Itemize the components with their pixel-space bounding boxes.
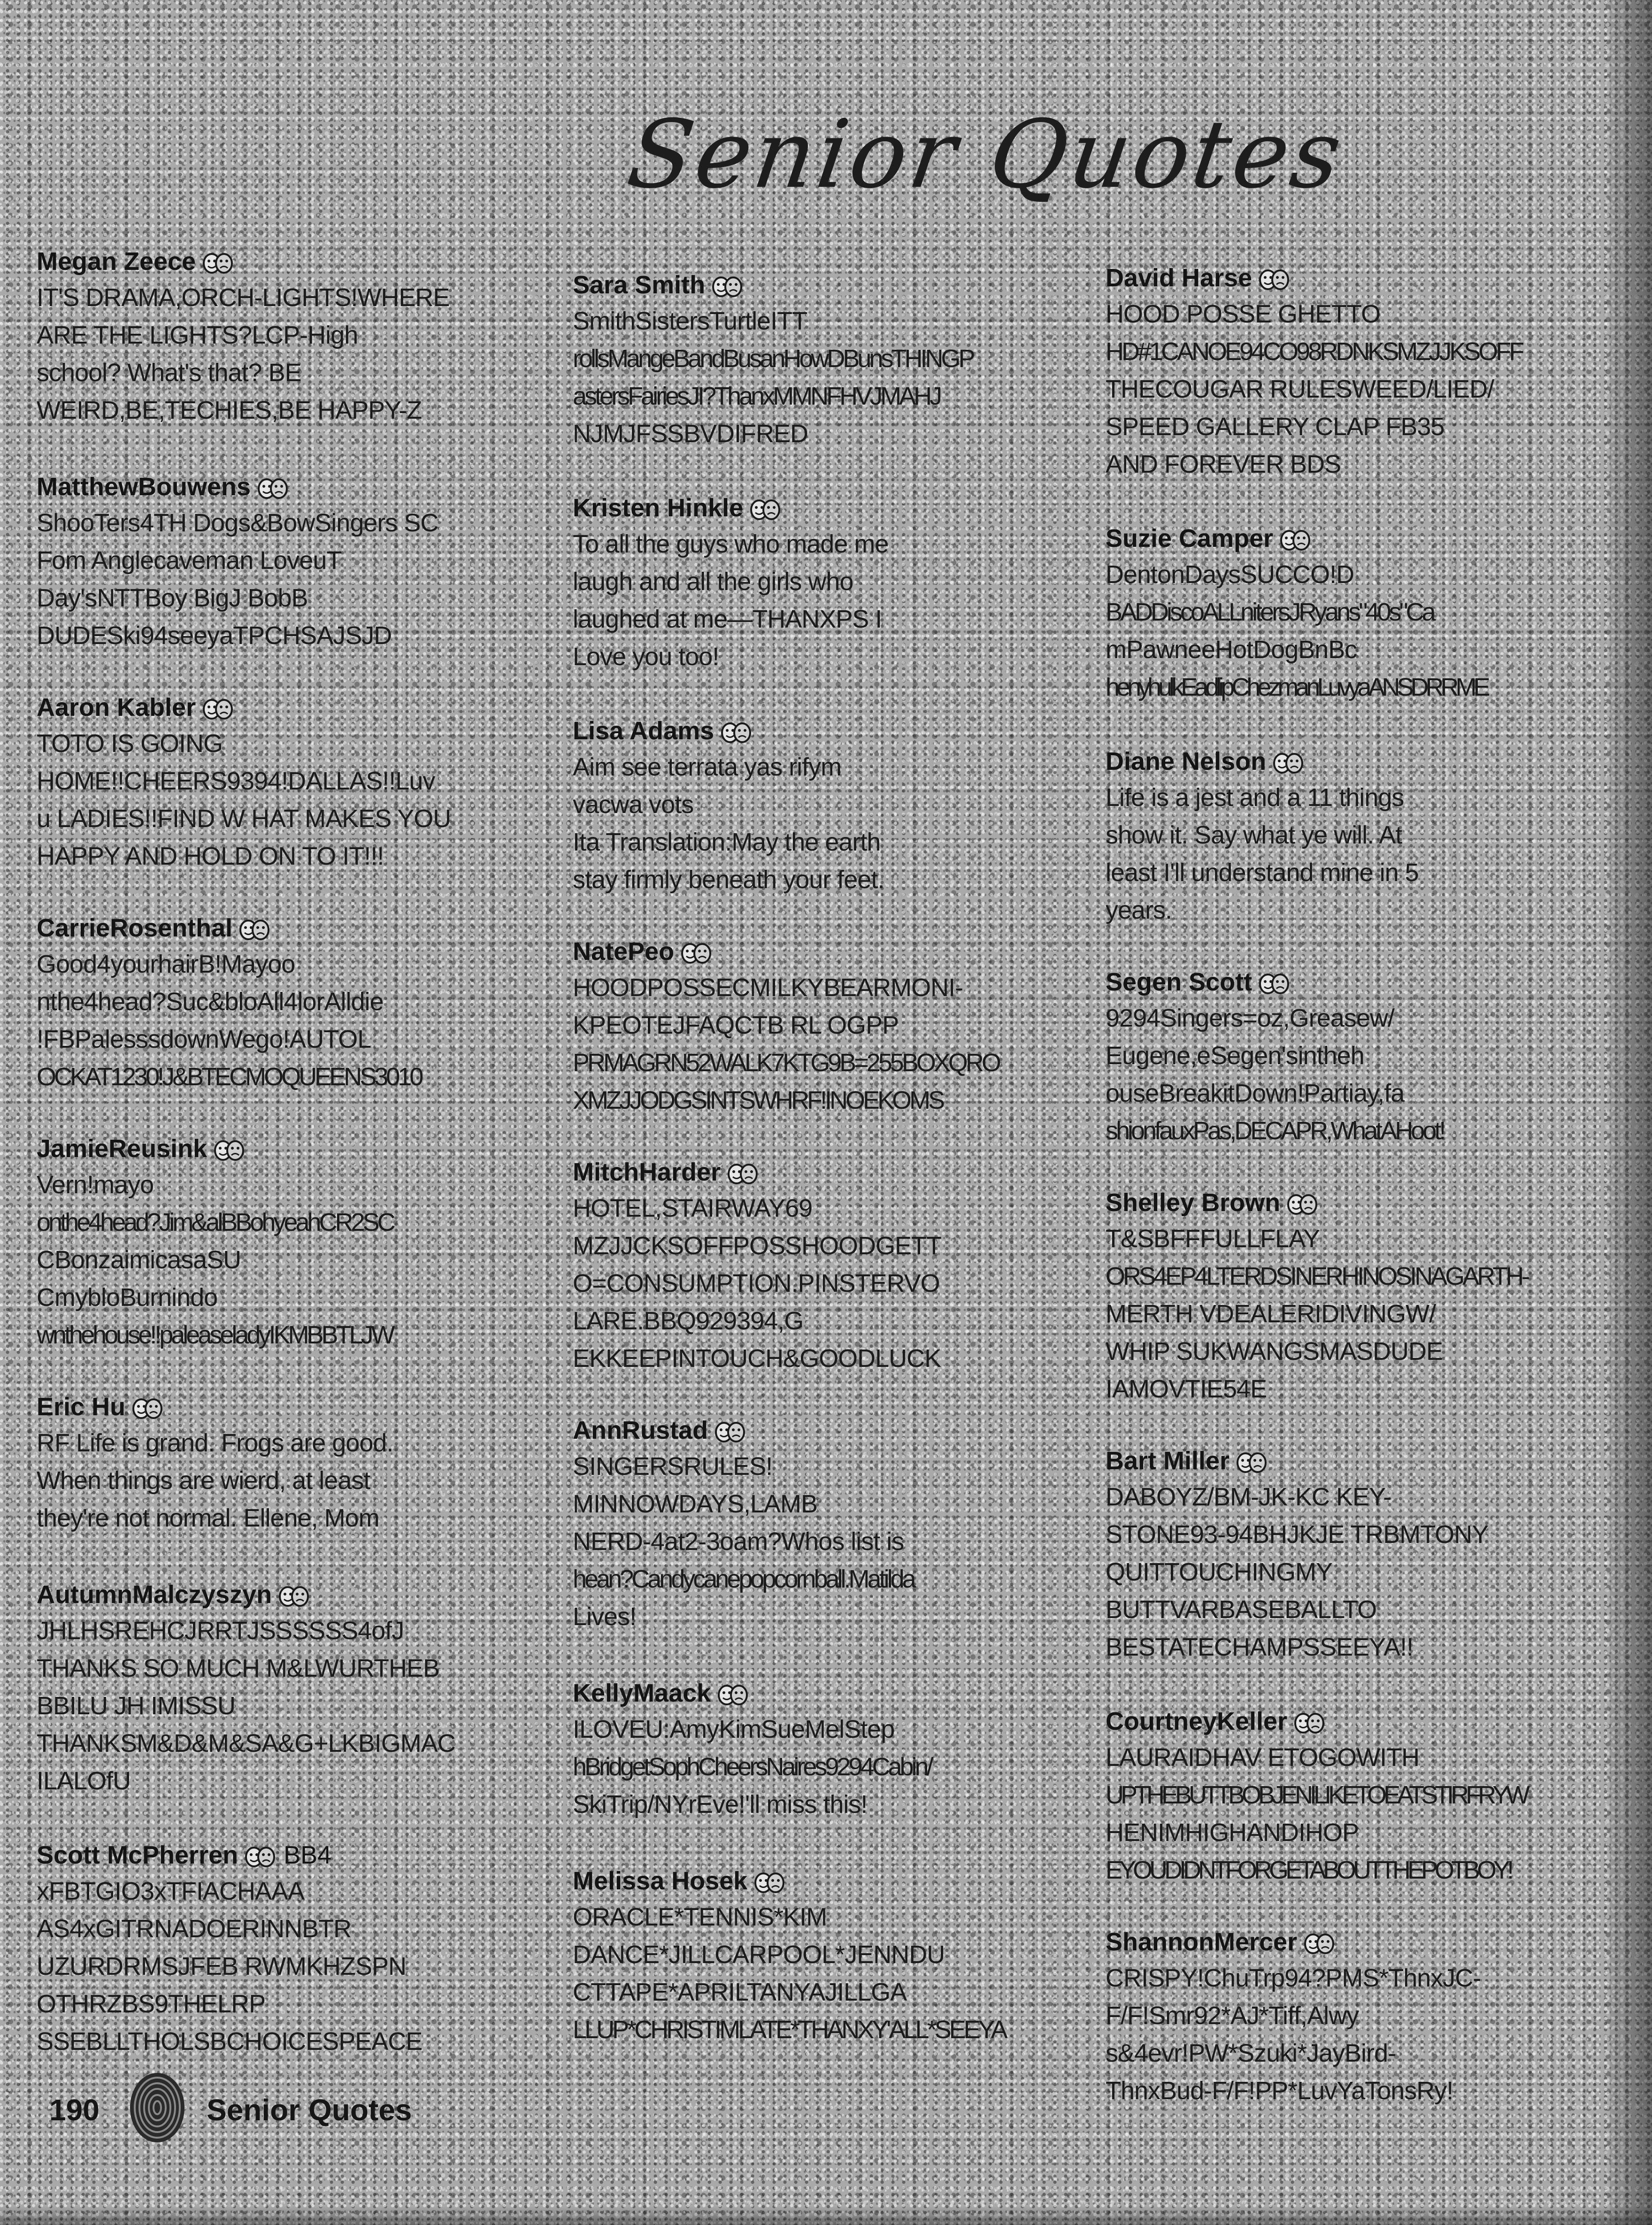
quote-carrie-rosenthal xyxy=(37,911,421,1096)
student-name: KellyMaack xyxy=(573,1676,931,1711)
quote-text-line: onthe4head?Jim&alBBohyeahCR2SC xyxy=(37,1208,393,1236)
mask-emblem-icon xyxy=(716,1684,749,1706)
quote-text-line: UPTHEBUTTBOBJENILIKETOEATSTIRFRYW xyxy=(1106,1781,1527,1809)
quote-text-line: AND FOREVER BDS xyxy=(1106,450,1341,478)
quote-text-line: !FBPalesssdownWego!AUTOL xyxy=(37,1025,371,1053)
student-name: MitchHarder xyxy=(573,1155,941,1189)
quote-text-line: BUTTVARBASEBALLTO xyxy=(1106,1596,1377,1624)
quote-text-line: HENIMHIGHANDIHOP xyxy=(1106,1818,1359,1847)
quote-david-harse xyxy=(1106,261,1522,483)
student-name: CourtneyKeller xyxy=(1106,1704,1527,1739)
quote-text-line: LLUP*CHRISTIMLATE*THANXY'ALL*SEEYA xyxy=(573,2016,1006,2044)
quote-text-line: school? What's that? BE xyxy=(37,359,301,387)
quote-text-line: DentonDaysSUCCO!D xyxy=(1106,560,1354,589)
quotes-column-1 xyxy=(37,0,558,2225)
quote-text-line: JHLHSREHCJRRTJSSSSSS4ofJ xyxy=(37,1617,404,1645)
quote-nate-peo xyxy=(573,934,999,1119)
quote-text-line: THANKS SO MUCH M&LWURTHEB xyxy=(37,1654,440,1682)
quote-text-line: Day'sNTTBoy BigJ BobB xyxy=(37,584,308,612)
quote-diane-nelson xyxy=(1106,744,1419,929)
mask-emblem-icon xyxy=(131,1397,164,1420)
quote-text-line: KPEOTEJFAQCTB RL OGPP xyxy=(573,1011,899,1039)
quote-text-line: years. xyxy=(1106,896,1172,924)
quote-text-line: Ita Translation:May the earth xyxy=(573,828,881,856)
quote-kristen-hinkle xyxy=(573,491,888,675)
quote-text-line: XMZJJODGSINTSWHRF!INOEKOMS xyxy=(573,1086,943,1114)
student-name: NatePeo xyxy=(573,934,999,969)
quote-text-line: SkiTrip/NYrEve!'ll miss this! xyxy=(573,1790,868,1818)
quote-text-line: CBonzaimicasaSU xyxy=(37,1246,241,1274)
mask-emblem-icon xyxy=(1235,1451,1268,1474)
quote-text-line: Vern!mayo xyxy=(37,1171,154,1199)
quote-text-line: OTHRZBS9THELRP xyxy=(37,1990,266,2018)
thumbprint-icon xyxy=(124,2070,190,2145)
quote-text-line: rollsMangeBandBusanHowDBunsTHINGP xyxy=(573,345,973,373)
quote-autumn-malczyszyn xyxy=(37,1577,455,1800)
student-name: Megan Zeece xyxy=(37,244,449,279)
mask-emblem-icon xyxy=(714,1421,746,1443)
student-name: Segen Scott xyxy=(1106,965,1444,999)
quote-text-line: WEIRD,BE,TECHIES,BE HAPPY-Z xyxy=(37,396,422,424)
quote-text-line: CTTAPE*APRILTANYAJILLGA xyxy=(573,1978,907,2006)
quote-text-line: mPawneeHotDogBnBc xyxy=(1106,636,1357,664)
quote-text-line: BESTATECHAMPSSEEYA!! xyxy=(1106,1633,1414,1661)
quote-courtney-keller xyxy=(1106,1704,1527,1889)
quote-text-line: DUDESki94seeyaTPCHSAJSJD xyxy=(37,621,392,650)
student-name: Kristen Hinkle xyxy=(573,491,888,525)
mask-emblem-icon xyxy=(726,1163,759,1185)
student-name: Sara Smith xyxy=(573,268,973,302)
student-name: Scott McPherren BB4 xyxy=(37,1841,332,1869)
student-name: MatthewBouwens xyxy=(37,469,438,504)
mask-emblem-icon xyxy=(720,721,753,744)
student-name: Lisa Adams xyxy=(573,714,884,748)
quote-text-line: HOME!!CHEERS9394!DALLAS!!Luv xyxy=(37,767,435,795)
mask-emblem-icon xyxy=(680,942,713,965)
mask-emblem-icon xyxy=(749,499,782,521)
mask-emblem-icon xyxy=(213,1139,246,1162)
quote-text-line: they're not normal. Ellene, Mom xyxy=(37,1504,379,1532)
quote-text-line: Eugene,eSegen'sintheh xyxy=(1106,1042,1364,1070)
quote-text-line: CRISPY!ChuTrp94?PMS*ThnxJC- xyxy=(1106,1964,1481,1992)
quote-text-line: TOTO IS GOING xyxy=(37,729,223,758)
quote-text-line: hBridgetSophCheersNaires9294Cabin/ xyxy=(573,1753,931,1781)
quote-bart-miller xyxy=(1106,1443,1488,1666)
quote-text-line: least I'll understand mine in 5 xyxy=(1106,859,1419,887)
student-name: Suzie Camper xyxy=(1106,521,1487,556)
quote-aaron-kabler xyxy=(37,690,451,875)
quote-text-line: NERD-4at2-3oam?Whos list is xyxy=(573,1527,904,1556)
mask-emblem-icon xyxy=(1293,1712,1326,1734)
quote-text-line: CmybloBurnindo xyxy=(37,1283,218,1312)
quote-text-line: astersFairiesJI?ThanxMMNFHVJMAHJ xyxy=(573,382,940,410)
quote-shannon-mercer xyxy=(1106,1925,1481,2110)
student-name: Eric Hu xyxy=(37,1389,393,1424)
quote-ann-rustad xyxy=(573,1413,914,1635)
quote-text-line: NJMJFSSBVDIFRED xyxy=(573,420,808,448)
student-name: AutumnMalczyszyn xyxy=(37,1577,455,1612)
quote-text-line: HAPPY AND HOLD ON TO IT!!! xyxy=(37,842,384,870)
quote-matthew-bouwens xyxy=(37,469,438,654)
student-name: Melissa Hosek xyxy=(573,1864,1006,1898)
mask-emblem-icon xyxy=(753,1872,786,1894)
quote-text-line: F/F!Smr92*AJ*Tiff,Alwy xyxy=(1106,2002,1359,2030)
quote-name-suffix: BB4 xyxy=(284,1841,332,1869)
quote-text-line: shionfauxPas,DECAPR,WhatAHoot! xyxy=(1106,1117,1444,1145)
mask-emblem-icon xyxy=(1272,752,1305,775)
student-name: ShannonMercer xyxy=(1106,1925,1481,1959)
quotes-column-3 xyxy=(1106,0,1613,2225)
mask-emblem-icon xyxy=(201,698,234,721)
mask-emblem-icon xyxy=(1258,269,1291,291)
quote-text-line: When things are wierd, at least xyxy=(37,1466,370,1495)
student-name: Aaron Kabler xyxy=(37,690,451,725)
mask-emblem-icon xyxy=(201,252,234,275)
quote-text-line: wnthehouse!!paleaseladyIKMBBTLJW xyxy=(37,1321,393,1349)
quote-text-line: DANCE*JILLCARPOOL*JENNDU xyxy=(573,1941,945,1969)
quote-scott-mcpherren xyxy=(37,1838,422,2060)
quote-text-line: HD#1CANOE94CO98RDNKSMZJJKSOFF xyxy=(1106,338,1522,366)
quote-text-line: EYOUDIDNTFORGETABOUTTHEPOTBOY! xyxy=(1106,1856,1511,1884)
quote-text-line: ORS4EP4LTERDSINERHINOSINAGARTH- xyxy=(1106,1262,1528,1290)
mask-emblem-icon xyxy=(1286,1193,1319,1216)
quote-text-line: ThnxBud-F/F!PP*LuvYaTonsRy! xyxy=(1106,2077,1453,2105)
quote-lisa-adams xyxy=(573,714,884,898)
quote-jamie-reusink xyxy=(37,1131,393,1354)
mask-emblem-icon xyxy=(277,1585,310,1608)
quote-text-line: IAMOVTIE54E xyxy=(1106,1375,1267,1403)
quote-text-line: Love you too! xyxy=(573,643,719,671)
quote-text-line: ShooTers4TH Dogs&BowSingers SC xyxy=(37,509,438,537)
quote-text-line: UZURDRMSJFEB RWMKHZSPN xyxy=(37,1952,406,1980)
student-name: Bart Miller xyxy=(1106,1443,1488,1478)
footer-section-label: Senior Quotes xyxy=(207,2093,412,2127)
quote-text-line: Aim see terrata yas rifym xyxy=(573,753,842,781)
quote-text-line: ILALOfU xyxy=(37,1767,131,1795)
quote-text-line: stay firmly beneath your feet. xyxy=(573,866,884,894)
quote-text-line: Fom Anglecaveman LoveuT xyxy=(37,546,342,575)
quote-text-line: ORACLE*TENNIS*KIM xyxy=(573,1903,827,1931)
quote-suzie-camper xyxy=(1106,521,1487,706)
mask-emblem-icon xyxy=(238,919,271,941)
mask-emblem-icon xyxy=(244,1846,277,1868)
quote-text-line: QUITTOUCHINGMY xyxy=(1106,1558,1332,1586)
quote-text-line: 9294Singers=oz,Greasew/ xyxy=(1106,1004,1394,1032)
quote-text-line: MERTH VDEALERIDIVINGW/ xyxy=(1106,1300,1436,1328)
quote-text-line: xFBTGIO3xTFIACHAAA xyxy=(37,1877,305,1905)
quote-text-line: O=CONSUMPTION.PINSTERVO xyxy=(573,1269,940,1297)
quote-text-line: vacwa vots xyxy=(573,790,694,819)
quote-text-line: Good4yourhairB!Mayoo xyxy=(37,950,295,978)
quote-text-line: u LADIES!!FIND W HAT MAKES YOU xyxy=(37,805,451,833)
quotes-column-2 xyxy=(573,0,1103,2225)
quote-eric-hu xyxy=(37,1389,393,1537)
quote-shelley-brown xyxy=(1106,1185,1528,1408)
mask-emblem-icon xyxy=(711,276,744,298)
quote-text-line: ouseBreakitDown!Partiay,fa xyxy=(1106,1079,1405,1107)
quote-text-line: MINNOWDAYS,LAMB xyxy=(573,1490,818,1518)
quote-text-line: SmithSistersTurtleITT xyxy=(573,307,807,335)
quote-kelly-maack xyxy=(573,1676,931,1823)
quote-text-line: THECOUGAR RULESWEED/LIED/ xyxy=(1106,375,1494,403)
quote-text-line: Life is a jest and a 11 things xyxy=(1106,783,1404,812)
quote-sara-smith xyxy=(573,268,973,453)
student-name: AnnRustad xyxy=(573,1413,914,1448)
quote-text-line: HOODPOSSECMILKYBEARMONI- xyxy=(573,974,963,1002)
quote-text-line: ILOVEU:AmyKimSueMelStep xyxy=(573,1715,895,1743)
page-title: Senior Quotes xyxy=(621,100,1351,209)
quote-text-line: HOOD POSSE GHETTO xyxy=(1106,300,1381,328)
quote-text-line: SPEED GALLERY CLAP FB35 xyxy=(1106,413,1445,441)
page-number: 190 xyxy=(49,2093,100,2127)
quote-text-line: MZJJCKSOFFPOSSHOODGETT xyxy=(573,1232,942,1260)
quote-text-line: To all the guys who made me xyxy=(573,530,889,558)
quote-megan-zeece xyxy=(37,244,449,429)
mask-emblem-icon xyxy=(256,477,289,500)
quote-text-line: BBILU JH IMISSU xyxy=(37,1692,236,1720)
quote-text-line: ARE THE LIGHTS?LCP-High xyxy=(37,321,358,349)
quote-text-line: DABOYZ/BM-JK-KC KEY- xyxy=(1106,1483,1391,1511)
page-binding-shadow xyxy=(1610,0,1652,2225)
quote-text-line: hean?Candycanepopcornball.Matilda xyxy=(573,1565,914,1593)
quote-text-line: T&SBFFFULLFLAY xyxy=(1106,1225,1320,1253)
quote-text-line: PRMAGRN52WALK7KTG9B=255BOXQRO xyxy=(573,1049,999,1077)
quote-text-line: SINGERSRULES! xyxy=(573,1452,773,1481)
quote-text-line: show it. Say what ye will. At xyxy=(1106,821,1402,849)
quote-segen-scott xyxy=(1106,965,1444,1150)
mask-emblem-icon xyxy=(1303,1933,1336,1955)
quote-text-line: THANKSM&D&M&SA&G+LKBIGMAC xyxy=(37,1729,455,1757)
student-name: Diane Nelson xyxy=(1106,744,1419,779)
quote-text-line: laughed at me—THANXPS I xyxy=(573,605,882,633)
quote-text-line: LAURAIDHAV ETOGOWITH xyxy=(1106,1743,1420,1772)
mask-emblem-icon xyxy=(1279,529,1312,552)
quote-mitch-harder xyxy=(573,1155,941,1377)
quote-text-line: STONE93-94BHJKJE TRBMTONY xyxy=(1106,1520,1489,1549)
quote-text-line: OCKAT1230!J&BTECMOQUEENS3010 xyxy=(37,1063,422,1091)
quote-text-line: EKKEEPINTOUCH&GOODLUCK xyxy=(573,1344,941,1373)
student-name: David Harse xyxy=(1106,261,1522,295)
quote-text-line: AS4xGITRNADOERINNBTR xyxy=(37,1915,352,1943)
quote-text-line: henyhulkEadlipChezmanLuvyaANSDRRME xyxy=(1106,673,1487,701)
quote-melissa-hosek xyxy=(573,1864,1006,2049)
student-name: Shelley Brown xyxy=(1106,1185,1528,1220)
quote-text-line: Lives! xyxy=(573,1603,637,1631)
quote-text-line: SSEBLLTHOLSBCHOICESPEACE xyxy=(37,2027,423,2056)
quote-text-line: s&4evr!PW*Szuki*JayBird- xyxy=(1106,2039,1396,2067)
student-name: CarrieRosenthal xyxy=(37,911,421,945)
quote-text-line: RF Life is grand. Frogs are good. xyxy=(37,1429,393,1457)
quote-text-line: IT'S DRAMA,ORCH-LIGHTS!WHERE xyxy=(37,284,450,312)
student-name: JamieReusink xyxy=(37,1131,393,1166)
mask-emblem-icon xyxy=(1258,973,1291,995)
quote-text-line: laugh and all the girls who xyxy=(573,568,853,596)
quote-text-line: BADDiscoALLnitersJRyans"40s"Ca xyxy=(1106,598,1434,626)
quote-text-line: LARE.BBQ929394,G xyxy=(573,1307,804,1335)
quote-text-line: nthe4head?Suc&bloAll4lorAlldie xyxy=(37,988,384,1016)
quote-text-line: HOTEL,STAIRWAY69 xyxy=(573,1194,813,1222)
quote-text-line: WHIP SUKWANGSMASDUDE xyxy=(1106,1337,1443,1366)
